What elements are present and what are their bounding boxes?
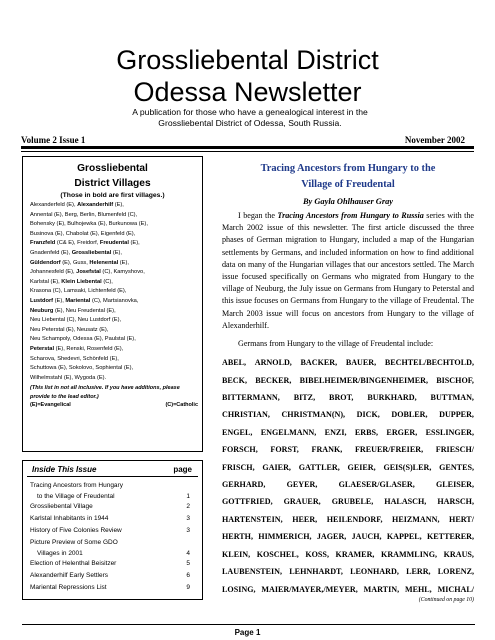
surname: LORENZ, [437,567,474,577]
village-line [30,355,198,365]
inside-page-label: page [173,465,192,474]
surname: GAIER, [262,462,291,472]
surname: HALASCH, [384,497,427,507]
surname: MICHAL/ [437,584,474,594]
village-text: (C), [101,278,113,285]
inside-header [27,461,198,477]
surname-list [222,354,474,598]
surname: GRAUER, [283,497,321,507]
first-village-name: Güldendorf [30,259,61,266]
contents-item [30,525,190,537]
contents-item [30,558,190,570]
newsletter-title [0,44,495,108]
village-line [30,249,198,259]
first-village-name: Franzfeld [30,240,56,247]
surname: GEYER, [286,480,318,490]
surname: KOSS, [305,549,329,559]
village-line [30,259,198,269]
village-text: Wilhelmstahl (E), Wygoda (E). [30,374,107,381]
article-title-line-2: Village of Freudental [301,179,395,190]
contents-item-page: 5 [186,560,190,567]
article-title-line-1: Tracing Ancestors from Hungary to the [260,163,436,174]
publication-line-1: A publication for those who have a genealogical interest in the [132,107,368,117]
inside-title: Inside This Issue [32,465,97,474]
series-title: Tracing Ancestors from Hungary to Russia [277,211,424,220]
village-text: Alexanderfeld (E), [30,202,78,208]
villages-note: (This list in not all inclusive. If you have additions, please provide to the lead editor.) [30,385,180,400]
village-text: (C), Martsianovka, [90,297,139,304]
village-line [30,374,198,384]
surname: BITZ, [293,393,316,403]
surname: GOTTFRIED, [222,497,273,507]
surname: KRAMER, [335,549,375,559]
contents-item [30,492,190,501]
contents-item [30,549,190,558]
surname: KOSCHEL, [256,549,299,559]
surname: LERR, [406,567,431,577]
district-villages-box [22,156,203,452]
village-text: (E), [53,297,66,304]
surname: DOBLER, [391,410,428,420]
village-text: Businova (E), Chabolat (E), Eigenfeld (E), [30,230,136,237]
para1-rest: series with the March 2002 issue of this newsletter. The first article discussed the three phases of German migration to Hungary, included a map of the Hungarian settlements by Germans, and included information on how to find additional data on many of the Hungarian villages that our ancestors settled. The March issue focused specifically on Germans who migrated from Hungary to the village of Neuburg, the July issue on Germans from Hungary to Peterstal and this issue focuses on Germans from Hungary to the village of Freudental. The March 2003 issue will focus on ancestors from Hungary to the village of Alexanderhilf. [222,211,475,330]
surname: ENGEL, [222,427,253,437]
publication-line-2: Grossliebental District of Odessa, South Russia. [158,118,342,128]
surname: KAPPEL, [386,532,422,542]
article-paragraph-2: Germans from Hungary to the village of Freudental include: [238,339,434,349]
surname: GLAESER/GLASER, [338,480,415,490]
surname-line [222,581,474,598]
continued-note: (Continued on page 10) [418,596,474,603]
first-village-name: Mariental [65,297,91,304]
surname-line [222,372,474,389]
village-line [30,201,198,211]
village-text: Krasona (C), Lamsaki, Lichtenfeld (E), [30,288,127,295]
contents-item-page: 3 [186,515,190,522]
surname-line [222,424,474,441]
surname-line [222,563,474,580]
village-text: Johannesfeld (E), [30,269,77,276]
village-line [30,230,198,240]
villages-title [23,161,202,191]
village-text: (C), Kamyshovo, [100,269,145,276]
surname: DICK, [356,410,380,420]
surname: BITTERMANN, [222,393,280,403]
surname-line [222,493,474,510]
surname-line [222,459,474,476]
contents-item-label: Karlstal Inhabitants in 1944 [30,515,109,522]
para1-start: I began the [238,211,278,220]
surname: CHRISTIAN, [222,410,270,420]
first-village-name: Peterstal [30,345,55,352]
first-village-name: Grossliebental [71,249,112,256]
village-line [30,316,198,326]
header-rule-thin [21,151,474,152]
surname: GERHARD, [222,480,266,490]
surname: GRUBELE, [331,497,374,507]
contents-item-page: 9 [186,584,190,591]
first-village-name: Alexanderhilf [77,202,114,208]
village-line [30,268,198,278]
villages-title-line-1: Grossliebental [77,163,148,174]
surname: HIMMERICH, [258,532,312,542]
village-text: Neu Peterstal (E), Neusatz (E), [30,326,109,333]
village-text: Neu Liebental (C), Neu Lustdorf (E), [30,317,122,324]
header-rule-thick [21,146,474,149]
contents-item-label: Villages in 2001 [37,550,83,557]
surname: ENZI, [324,427,347,437]
surname: FRIESCH/ [435,445,474,455]
surname: BACKER, [300,358,338,368]
village-text: Gnadenfeld (E), [30,249,72,256]
surname: BECK, [222,375,247,385]
surname: BECKER, [255,375,292,385]
village-text: (E), [113,202,124,208]
surname: BECHTEL/BECHTOLD, [384,358,474,368]
contents-item-label: Election of Helenthal Beisitzer [30,560,117,567]
villages-list [23,201,202,383]
surname: FORST, [270,445,299,455]
surname: HERTH, [222,532,253,542]
first-village-name: Helenental [89,259,119,266]
surname-line [222,441,474,458]
surname: JAUCH, [351,532,382,542]
surname-line [222,528,474,545]
inside-this-issue-box [22,460,203,600]
surname: HARTENSTEIN, [222,514,283,524]
surname: ERGER, [386,427,418,437]
village-line [30,345,198,355]
publication-statement [60,107,440,129]
village-line [30,239,198,249]
village-text: Scharova, Shedevri, Schönfeld (E), [30,355,119,362]
contents-item-label: Alexanderhilf Early Settlers [30,572,109,579]
village-text: Annental (E), Berg, Berlin, Blumenfeld (C), [30,211,138,218]
village-line [30,287,198,297]
contents-item-label: Picture Preview of Some GDO [30,539,118,546]
surname: DUPPER, [439,410,474,420]
surname: GLEISER, [435,480,474,490]
village-text: (C& E), Freidorf, [55,240,100,247]
legend-catholic: (C)=Catholic [165,402,198,409]
surname: KLEIN, [222,549,251,559]
surname: LAUBENSTEIN, [222,567,283,577]
contents-item-page: 2 [186,503,190,510]
lead-article [222,161,474,603]
village-line [30,335,198,345]
contents-item-label: Grossliebental Village [30,503,93,510]
surname: ESSLINGER, [425,427,474,437]
article-paragraph-1 [222,210,474,332]
village-line [30,220,198,230]
village-text: Karlstal (E), [30,278,62,285]
surname: KRAMMLING, [381,549,438,559]
title-line-1: Grossliebental District [116,45,379,75]
villages-legend [23,401,202,410]
surname: HEIZMANN, [392,514,440,524]
village-line [30,326,198,336]
village-text: (E), Renski, Rosenfeld (E), [54,345,124,352]
article-title [222,161,474,193]
title-line-2: Odessa Newsletter [133,77,362,107]
contents-item-label: History of Five Colonies Review [30,527,122,534]
surname: ENGELMANN, [260,427,317,437]
contents-list [23,480,202,594]
village-line [30,364,198,374]
contents-item-page: 1 [186,493,190,500]
surname: HEILENDORF, [326,514,383,524]
surname: KRAUS, [443,549,474,559]
surname-line [222,354,474,371]
first-village-name: Freudental [99,240,129,247]
surname: GATTLER, [298,462,340,472]
issue-date: November 2002 [404,135,465,145]
villages-title-line-2: District Villages [74,178,151,189]
villages-subtitle: (Those in bold are first villages.) [60,192,165,199]
surname: GENTES, [439,462,474,472]
surname: GEIER, [347,462,376,472]
surname: FORSCH, [222,445,258,455]
page-number: Page 1 [234,628,261,637]
village-text: (E), [128,240,140,247]
village-text: (E), Neu Freudental (E), [53,307,116,314]
surname: HERT/ [449,514,474,524]
surname-line [222,389,474,406]
surname: ABEL, [222,358,247,368]
village-text: (E), [111,249,122,256]
contents-item-page: 6 [186,572,190,579]
contents-item-label: Mariental Repressions List [30,584,107,591]
first-village-name: Lustdorf [30,297,54,304]
surname: MEHL, [404,584,432,594]
contents-item [30,501,190,513]
surname: HARSCH, [437,497,474,507]
article-body [222,210,474,350]
surname: CHRISTMAN(N), [281,410,346,420]
village-text: Neu Schampoly, Odessa (E), Paulstal (E), [30,336,136,343]
legend-evangelical: (E)=Evangelical [30,402,71,409]
surname: MAIER/MAYER,/MEYER, [261,584,358,594]
surname: BAUER, [345,358,377,368]
contents-item-label: to the Village of Freudental [37,493,115,500]
surname: LOSING, [222,584,256,594]
contents-item [30,513,190,525]
surname: BIBELHEIMER/BINGENHEIMER, [299,375,429,385]
contents-item [30,537,190,549]
footer-rule [22,624,475,625]
contents-item [30,480,190,492]
contents-item [30,570,190,582]
village-text: Bohensky (E), Bulhojewka (E), Burkunowa (E), [30,221,148,228]
village-text: Schuttowa (E), Sokolovo, Sophiental (E), [30,365,134,372]
surname: MARTIN, [363,584,400,594]
surname: ERBS, [354,427,379,437]
contents-item [30,582,190,594]
surname: LEONHARD, [350,567,399,577]
contents-item-label: Tracing Ancestors from Hungary [30,482,123,489]
village-line [30,297,198,307]
surname: HEER, [292,514,318,524]
surname: BROT, [329,393,354,403]
surname-line [222,406,474,423]
article-byline: By Gayla Ohlhauser Gray [302,197,394,206]
surname: BISCHOF, [436,375,474,385]
surname-line [222,546,474,563]
surname: FREUER/FREIER, [354,445,424,455]
first-village-name: Klein Liebental [61,278,102,285]
surname: FRISCH, [222,462,255,472]
village-line [30,211,198,221]
surname: BURKHARD, [367,393,417,403]
surname-line [222,476,474,493]
contents-item-page: 3 [186,527,190,534]
village-line [30,307,198,317]
surname: ARNOLD, [254,358,292,368]
volume-issue: Volume 2 Issue 1 [21,135,86,145]
surname: GEIS(S)LER, [383,462,432,472]
surname: BUTTMAN, [430,393,474,403]
surname: LEHNHARDT, [289,567,343,577]
village-text: (E), Guss, [60,259,90,266]
contents-item-page: 4 [186,550,190,557]
village-line [30,278,198,288]
village-text: (E), [118,259,129,266]
first-village-name: Neuburg [30,307,54,314]
surname: FRANK, [311,445,343,455]
surname: KETTERER, [426,532,474,542]
surname: JAGER, [316,532,347,542]
surname-line [222,511,474,528]
first-village-name: Josefstal [76,269,101,276]
